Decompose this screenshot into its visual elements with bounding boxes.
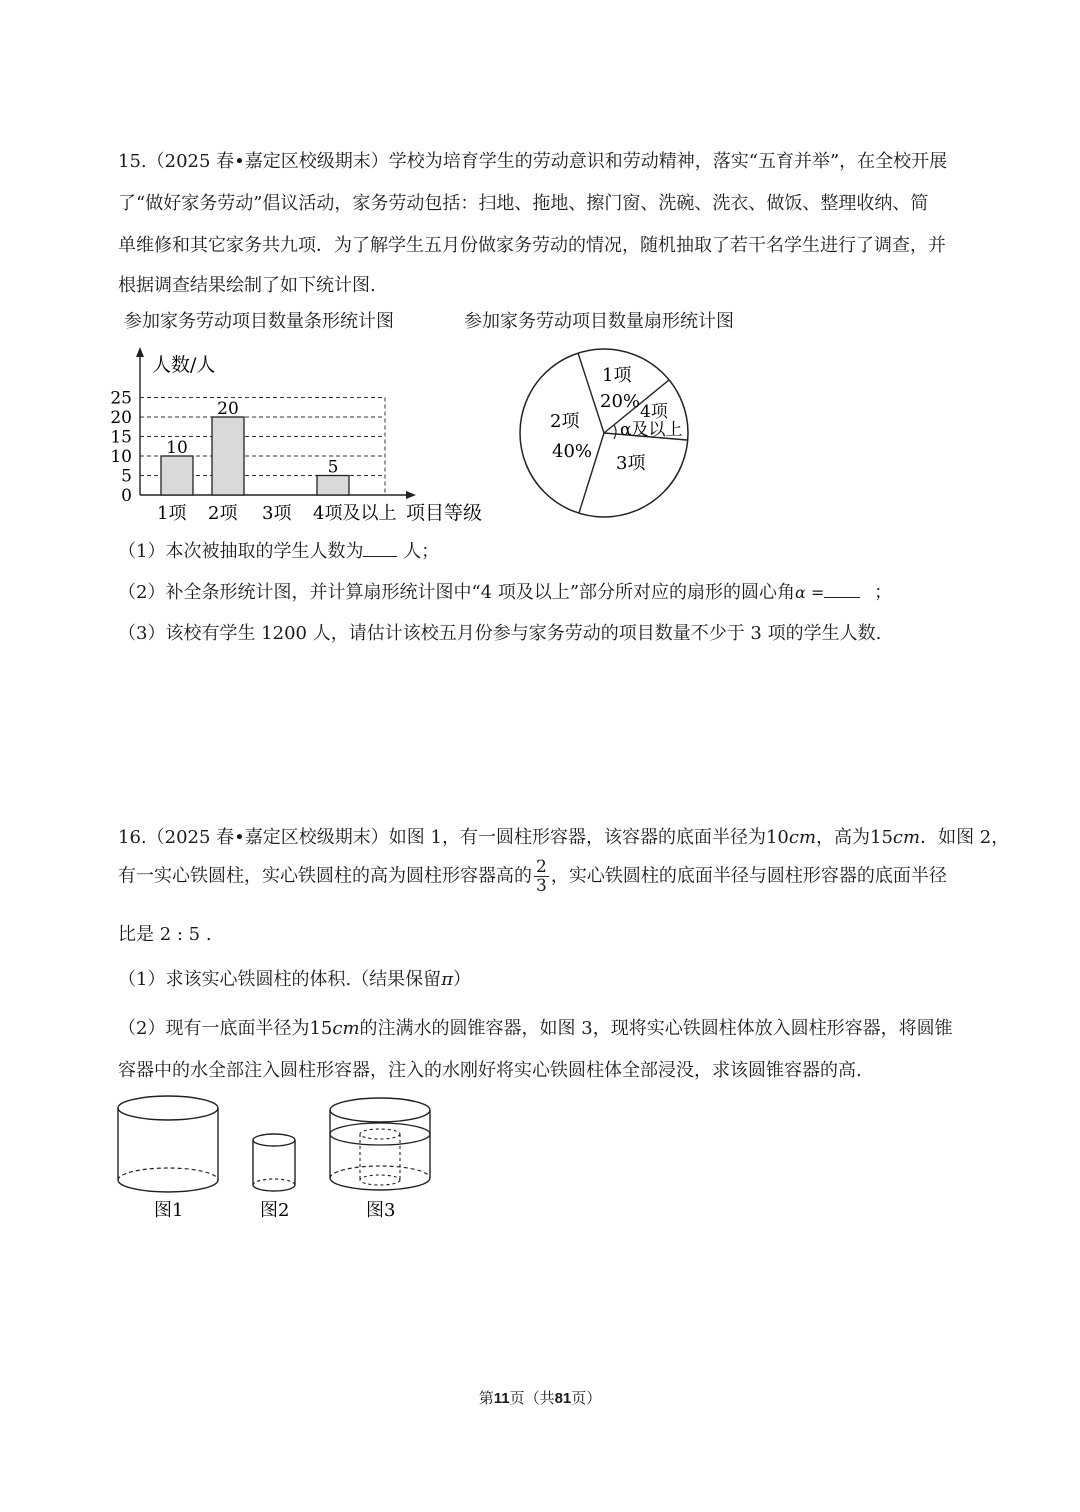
unit-cm-3: cm (332, 1018, 360, 1039)
figure-2-cylinder (253, 1134, 295, 1191)
q15-line-1: 15.（2025 春•嘉定区校级期末）学校为培育学生的劳动意识和劳动精神，落实“五育并举”，在全校开展 (118, 151, 948, 172)
footer-pre: 第 (478, 1389, 494, 1407)
footer-mid: 页（共 (509, 1389, 555, 1407)
pie-value-2: 40% (552, 441, 593, 462)
figure-1-label: 图1 (154, 1200, 184, 1221)
q16-line-2 (118, 858, 947, 895)
q16-line-1 (118, 823, 1009, 849)
cone-radius-value: 15 (309, 1018, 333, 1039)
q15-sub2-text: （2）补全条形统计图，并计算扇形统计图中“4 项及以上”部分所对应的扇形的圆心角 (118, 582, 796, 603)
y-axis-arrow (136, 347, 144, 357)
x-category-2项: 2项 (208, 503, 238, 524)
q15-line-2: 了“做好家务劳动”倡议活动，家务劳动包括：扫地、拖地、擦门窗、洗碗、洗衣、做饭、整理收纳、简 (118, 193, 929, 214)
answer-blank-1 (363, 542, 397, 557)
y-tick-10: 10 (110, 447, 132, 467)
x-category-4项及以上: 4项及以上 (313, 503, 397, 524)
y-tick-25: 25 (110, 388, 132, 409)
figure-3-cylinder (330, 1098, 430, 1190)
height-value: 15 (870, 827, 893, 848)
alpha-angle-arc (614, 425, 616, 439)
pie-value-1: 20% (600, 391, 641, 412)
unit-cm-2: cm (892, 827, 921, 848)
bar-label-4项及以上: 5 (327, 457, 339, 478)
bar-4项及以上 (317, 476, 349, 496)
unit-cm-1: cm (788, 827, 817, 848)
figure-3-label: 图3 (366, 1200, 396, 1221)
q16-sub1-post: ） (453, 969, 472, 990)
q16-sub2-line-1 (118, 1014, 953, 1040)
q16-line2-text: 有一实心铁圆柱，实心铁圆柱的高为圆柱形容器高的 (118, 865, 532, 887)
pie-label-4: 4项 (640, 402, 668, 422)
q16-sub2-line-2: 容器中的水全部注入圆柱形容器，注入的水刚好将实心铁圆柱体全部浸没，求该圆锥容器的高. (118, 1060, 862, 1081)
bar-label-1项: 10 (166, 438, 188, 458)
q15-sub1-suffix: 人； (403, 541, 440, 562)
q15-sub2-suffix: ； (874, 582, 893, 603)
q16-sub2-text: （2）现有一底面半径为 (118, 1018, 310, 1039)
q15-line-3: 单维修和其它家务共九项．为了解学生五月份做家务劳动的情况，随机抽取了若干名学生进行了调查，并 (118, 235, 946, 256)
y-tick-15: 15 (110, 427, 132, 448)
y-tick-0: 0 (121, 486, 132, 506)
q16-sub2-post: 的注满水的圆锥容器，如图 3，现将实心铁圆柱体放入圆柱形容器，将圆锥 (359, 1018, 953, 1039)
bar-chart-title: 参加家务劳动项目数量条形统计图 (124, 311, 394, 332)
q16-line-3: 比是 2 : 5 . (118, 924, 212, 945)
page-number: 11 (493, 1390, 510, 1407)
pie-chart-title: 参加家务劳动项目数量扇形统计图 (464, 311, 734, 332)
bar-label-2项: 20 (217, 399, 239, 419)
fraction-denominator: 3 (536, 876, 547, 896)
q15-sub1 (118, 537, 439, 563)
page-footer (0, 1387, 1080, 1408)
q16-line1-text: 16.（2025 春•嘉定区校级期末）如图 1，有一圆柱形容器，该容器的底面半径为 (118, 827, 766, 848)
q15-sub2 (118, 578, 892, 604)
q16-line1-post: ．如图 2， (920, 827, 1010, 848)
x-category-1项: 1项 (157, 503, 187, 524)
alpha-symbol: α = (795, 583, 825, 602)
bar-2项 (212, 417, 244, 495)
bar-chart (110, 345, 490, 530)
q15-sub1-text: （1）本次被抽取的学生人数为 (118, 541, 364, 562)
pie-label-2: 2项 (550, 411, 580, 432)
answer-blank-2 (824, 583, 860, 598)
cylinder-figures (110, 1090, 460, 1225)
q15-sub3: （3）该校有学生 1200 人，请估计该校五月份参与家务劳动的项目数量不少于 3 项的学生人数. (118, 623, 882, 644)
figure-1-cylinder (118, 1096, 218, 1192)
x-category-3项: 3项 (262, 503, 292, 524)
q16-line2-post: ，实心铁圆柱的底面半径与圆柱形容器的底面半径 (550, 865, 947, 887)
total-pages: 81 (554, 1390, 572, 1407)
bar-1项 (161, 456, 193, 495)
q16-sub1-text: （1）求该实心铁圆柱的体积.（结果保留 (118, 969, 442, 990)
footer-post: 页） (571, 1389, 602, 1407)
y-axis-label: 人数/人 (152, 354, 216, 376)
pie-label-1: 1项 (602, 365, 632, 386)
pi-symbol: π (441, 969, 454, 990)
x-axis-arrow (406, 491, 416, 499)
q16-sub1 (118, 965, 471, 991)
pie-label-3: 3项 (616, 453, 646, 474)
pie-chart (510, 345, 710, 525)
fraction-two-thirds (534, 858, 549, 895)
x-axis-label: 项目等级 (406, 502, 483, 524)
y-tick-5: 5 (121, 466, 132, 487)
q16-line1-mid: ，高为 (816, 827, 871, 848)
y-tick-20: 20 (110, 408, 132, 428)
figure-2-label: 图2 (260, 1200, 290, 1221)
pie-value-4: α及以上 (620, 420, 683, 440)
fraction-numerator: 2 (536, 857, 547, 877)
q15-line-4: 根据调查结果绘制了如下统计图. (118, 275, 376, 296)
radius-value: 10 (765, 827, 789, 848)
